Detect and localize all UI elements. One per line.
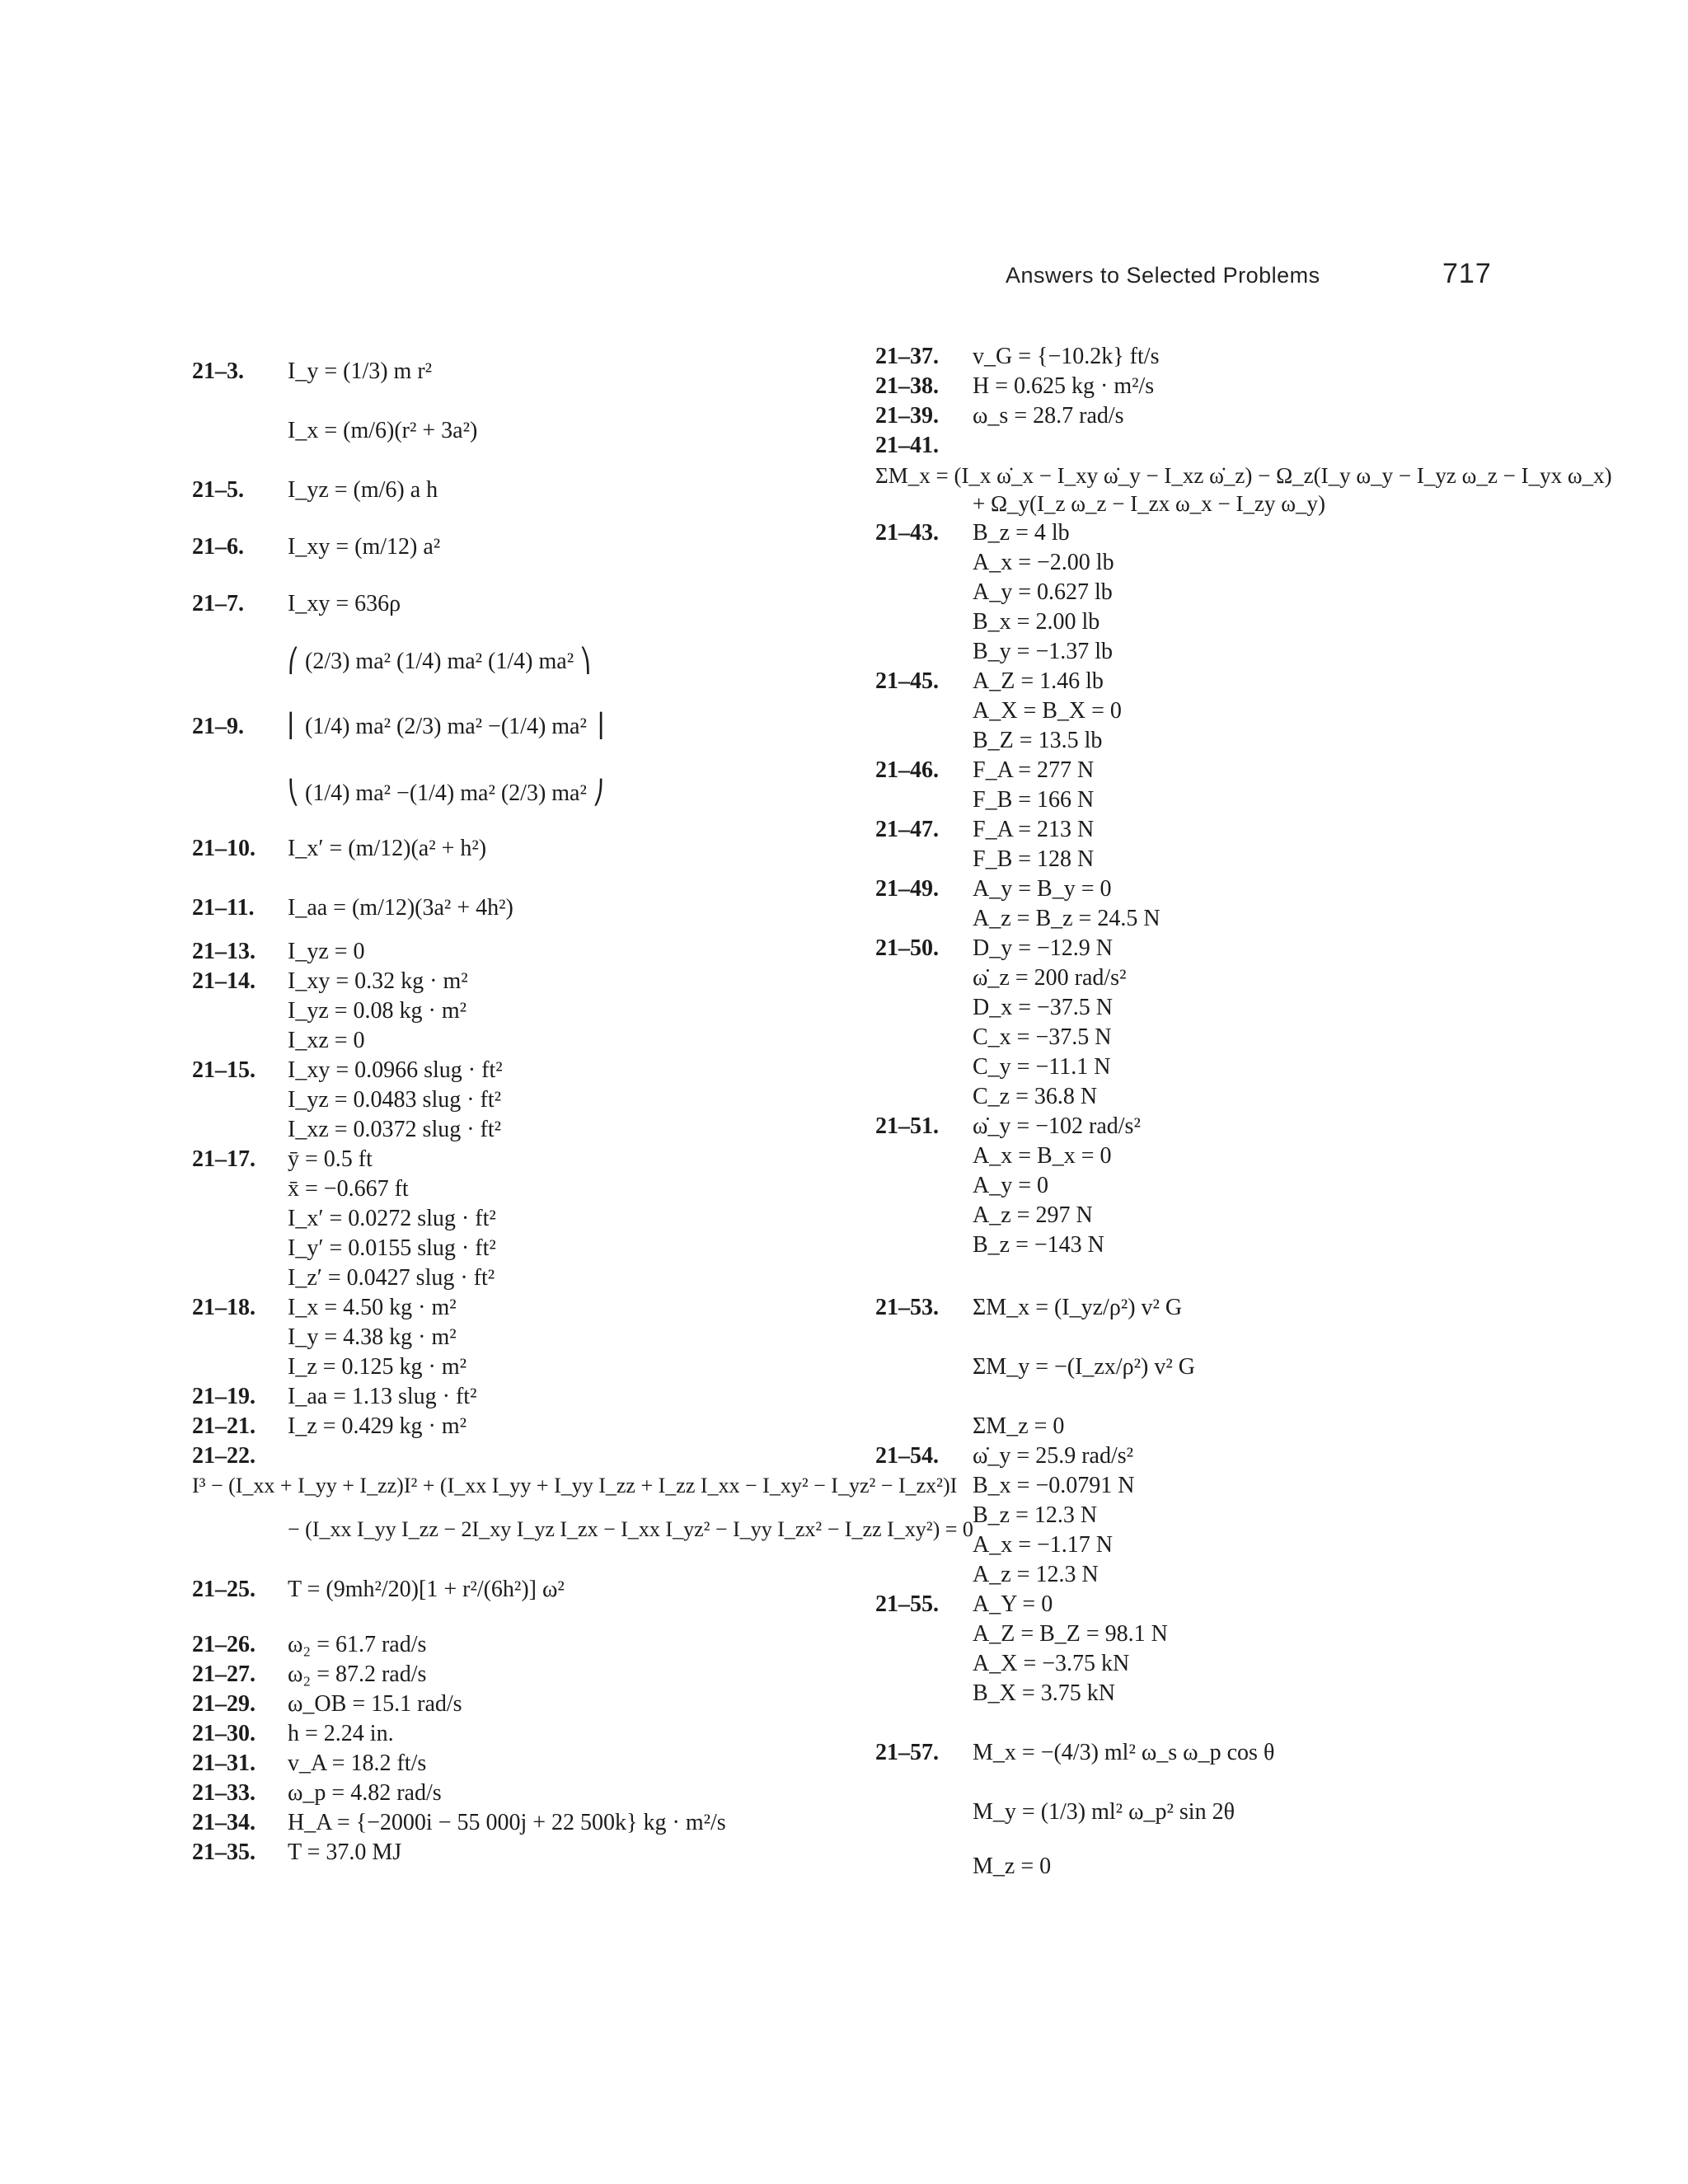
- answer-equation: I_x′ = (m/12)(a² + h²): [288, 836, 487, 861]
- answer-equation: A_X = −3.75 kN: [973, 1651, 1130, 1676]
- problem-number: 21–30.: [192, 1721, 256, 1746]
- answer-equation: D_y = −12.9 N: [973, 935, 1114, 961]
- answer-equation: ΣM_z = 0: [973, 1413, 1065, 1439]
- answer-equation: B_Z = 13.5 lb: [973, 728, 1103, 753]
- answer-equation: C_y = −11.1 N: [973, 1054, 1111, 1080]
- answer-equation: ω_p = 4.82 rad/s: [288, 1780, 442, 1806]
- answer-equation: ω_OB = 15.1 rad/s: [288, 1691, 462, 1717]
- problem-number: 21–38.: [875, 373, 939, 399]
- answer-equation: A_Z = 1.46 lb: [973, 668, 1104, 694]
- answer-equation: A_x = −1.17 N: [973, 1532, 1114, 1558]
- answer-equation: C_z = 36.8 N: [973, 1084, 1098, 1109]
- answer-equation: I_xy = 0.0966 slug · ft²: [288, 1057, 503, 1083]
- answer-equation: ΣM_x = (I_yz/ρ²) v² G: [973, 1295, 1183, 1320]
- problem-number: 21–51.: [875, 1113, 939, 1139]
- answer-equation: ω̇_y = −102 rad/s²: [973, 1113, 1141, 1139]
- answer-equation: ω̇_y = 25.9 rad/s²: [973, 1443, 1134, 1469]
- problem-number: 21–18.: [192, 1295, 256, 1320]
- problem-number: 21–45.: [875, 668, 939, 694]
- answer-equation: ω_s = 28.7 rad/s: [973, 403, 1124, 429]
- answer-equation: I_yz = 0: [288, 939, 365, 964]
- problem-number: 21–11.: [192, 895, 255, 921]
- answer-equation: ⎜ (1/4) ma² (2/3) ma² −(1/4) ma² ⎟: [288, 714, 604, 739]
- problem-number: 21–47.: [875, 817, 939, 842]
- answer-equation: − (I_xx I_yy I_zz − 2I_xy I_yz I_zx − I_xx I_yz² − I_yy I_zx² − I_zz I_xy²) = 0: [288, 1517, 973, 1541]
- answer-equation: T = (9mh²/20)[1 + r²/(6h²)] ω²: [288, 1577, 565, 1602]
- problem-number: 21–33.: [192, 1780, 256, 1806]
- problem-number: 21–50.: [875, 935, 939, 961]
- answer-equation: A_z = B_z = 24.5 N: [973, 906, 1160, 931]
- answer-equation: F_A = 213 N: [973, 817, 1095, 842]
- answer-equation: H_A = {−2000i − 55 000j + 22 500k} kg · m²/s: [288, 1810, 726, 1835]
- answer-equation: B_z = 4 lb: [973, 520, 1070, 546]
- answer-equation: I_xz = 0: [288, 1028, 365, 1053]
- answer-equation: I_y′ = 0.0155 slug · ft²: [288, 1235, 496, 1261]
- problem-number: 21–39.: [875, 403, 939, 429]
- problem-number: 21–22.: [192, 1443, 256, 1469]
- answer-equation: M_z = 0: [973, 1854, 1052, 1879]
- page-number: 717: [1442, 258, 1492, 289]
- answer-equation: ΣM_y = −(I_zx/ρ²) v² G: [973, 1354, 1195, 1380]
- answer-equation: B_X = 3.75 kN: [973, 1680, 1115, 1706]
- answer-equation: I_z′ = 0.0427 slug · ft²: [288, 1265, 495, 1291]
- answer-equation: B_y = −1.37 lb: [973, 639, 1114, 664]
- answer-equation: v_G = {−10.2k} ft/s: [973, 344, 1160, 369]
- answer-equation: I_x′ = 0.0272 slug · ft²: [288, 1206, 496, 1231]
- answer-equation: A_x = −2.00 lb: [973, 550, 1114, 575]
- answer-equation: ω₂ = 61.7 rad/s: [288, 1632, 427, 1657]
- problem-number: 21–46.: [875, 757, 939, 783]
- problem-number: 21–25.: [192, 1577, 256, 1602]
- problem-number: 21–6.: [192, 534, 244, 560]
- answer-equation: h = 2.24 in.: [288, 1721, 394, 1746]
- answer-equation: I_aa = 1.13 slug · ft²: [288, 1384, 477, 1409]
- answer-equation: I_x = (m/6)(r² + 3a²): [288, 418, 478, 443]
- answer-equation: B_z = −143 N: [973, 1232, 1104, 1258]
- problem-number: 21–27.: [192, 1661, 256, 1687]
- answer-equation: ⎝ (1/4) ma² −(1/4) ma² (2/3) ma² ⎠: [288, 780, 604, 806]
- answer-equation: A_x = B_x = 0: [973, 1143, 1112, 1169]
- answer-equation: I_z = 0.429 kg · m²: [288, 1413, 467, 1439]
- answer-equation: F_A = 277 N: [973, 757, 1095, 783]
- problem-number: 21–54.: [875, 1443, 939, 1469]
- answer-equation: I_y = (1/3) m r²: [288, 359, 433, 384]
- answer-equation: I_xy = 636ρ: [288, 591, 401, 616]
- answer-equation: M_y = (1/3) ml² ω_p² sin 2θ: [973, 1799, 1235, 1825]
- answer-equation: A_y = B_y = 0: [973, 876, 1112, 902]
- answer-equation: D_x = −37.5 N: [973, 995, 1114, 1020]
- answer-equation: I_xy = (m/12) a²: [288, 534, 441, 560]
- answer-equation: ω̇_z = 200 rad/s²: [973, 965, 1127, 991]
- answer-equation: I_x = 4.50 kg · m²: [288, 1295, 457, 1320]
- answer-equation: A_z = 12.3 N: [973, 1562, 1099, 1587]
- problem-number: 21–17.: [192, 1146, 256, 1172]
- answer-equation: A_Y = 0: [973, 1591, 1053, 1617]
- answer-equation: A_X = B_X = 0: [973, 698, 1122, 724]
- answer-equation: B_z = 12.3 N: [973, 1502, 1098, 1528]
- problem-number: 21–10.: [192, 836, 256, 861]
- problem-number: 21–49.: [875, 876, 939, 902]
- answer-equation: A_y = 0: [973, 1173, 1049, 1198]
- answer-equation: B_x = −0.0791 N: [973, 1473, 1135, 1498]
- answer-equation: I_y = 4.38 kg · m²: [288, 1324, 457, 1350]
- problem-number: 21–5.: [192, 477, 244, 503]
- problem-number: 21–31.: [192, 1750, 256, 1776]
- answer-equation: I_yz = 0.08 kg · m²: [288, 998, 467, 1024]
- answer-equation: F_B = 166 N: [973, 787, 1095, 813]
- answer-equation: I³ − (I_xx + I_yy + I_zz)I² + (I_xx I_yy + I_yy I_zz + I_zz I_xx − I_xy² − I_yz² − I_zx²)I: [192, 1474, 958, 1497]
- problem-number: 21–9.: [192, 714, 244, 739]
- problem-number: 21–53.: [875, 1295, 939, 1320]
- answer-equation: ω₂ = 87.2 rad/s: [288, 1661, 427, 1687]
- answer-equation: I_yz = 0.0483 slug · ft²: [288, 1087, 502, 1113]
- answer-equation: B_x = 2.00 lb: [973, 609, 1100, 635]
- answer-equation: I_xz = 0.0372 slug · ft²: [288, 1117, 502, 1142]
- answer-equation: T = 37.0 MJ: [288, 1840, 402, 1865]
- answer-equation: A_y = 0.627 lb: [973, 579, 1113, 605]
- answer-equation: M_x = −(4/3) ml² ω_s ω_p cos θ: [973, 1740, 1275, 1765]
- problem-number: 21–57.: [875, 1740, 939, 1765]
- problem-number: 21–35.: [192, 1840, 256, 1865]
- answer-equation: I_xy = 0.32 kg · m²: [288, 968, 468, 994]
- problem-number: 21–37.: [875, 344, 939, 369]
- answer-equation: + Ω_y(I_z ω_z − I_zx ω_x − I_zy ω_y): [973, 491, 1325, 516]
- answer-equation: I_z = 0.125 kg · m²: [288, 1354, 467, 1380]
- answer-equation: A_z = 297 N: [973, 1202, 1093, 1228]
- header-title: Answers to Selected Problems: [1006, 263, 1320, 288]
- answer-equation: I_yz = (m/6) a h: [288, 477, 438, 503]
- answer-equation: H = 0.625 kg · m²/s: [973, 373, 1155, 399]
- problem-number: 21–55.: [875, 1591, 939, 1617]
- answer-equation: I_aa = (m/12)(3a² + 4h²): [288, 895, 513, 921]
- problem-number: 21–3.: [192, 359, 244, 384]
- answer-equation: v_A = 18.2 ft/s: [288, 1750, 427, 1776]
- answer-equation: ⎛ (2/3) ma² (1/4) ma² (1/4) ma² ⎞: [288, 649, 592, 674]
- problem-number: 21–29.: [192, 1691, 256, 1717]
- answer-equation: x̄ = −0.667 ft: [288, 1176, 409, 1202]
- answer-equation: A_Z = B_Z = 98.1 N: [973, 1621, 1168, 1647]
- problem-number: 21–7.: [192, 591, 244, 616]
- problem-number: 21–43.: [875, 520, 939, 546]
- problem-number: 21–26.: [192, 1632, 256, 1657]
- problem-number: 21–14.: [192, 968, 256, 994]
- answer-equation: ΣM_x = (I_x ω̇_x − I_xy ω̇_y − I_xz ω̇_z) − Ω_z(I_y ω_y − I_yz ω_z − I_yx ω_x): [875, 463, 1612, 488]
- answer-equation: F_B = 128 N: [973, 846, 1095, 872]
- problem-number: 21–13.: [192, 939, 256, 964]
- problem-number: 21–15.: [192, 1057, 256, 1083]
- problem-number: 21–41.: [875, 433, 939, 458]
- problem-number: 21–34.: [192, 1810, 256, 1835]
- problem-number: 21–19.: [192, 1384, 256, 1409]
- answer-equation: ȳ = 0.5 ft: [288, 1146, 373, 1172]
- problem-number: 21–21.: [192, 1413, 256, 1439]
- answer-equation: C_x = −37.5 N: [973, 1024, 1112, 1050]
